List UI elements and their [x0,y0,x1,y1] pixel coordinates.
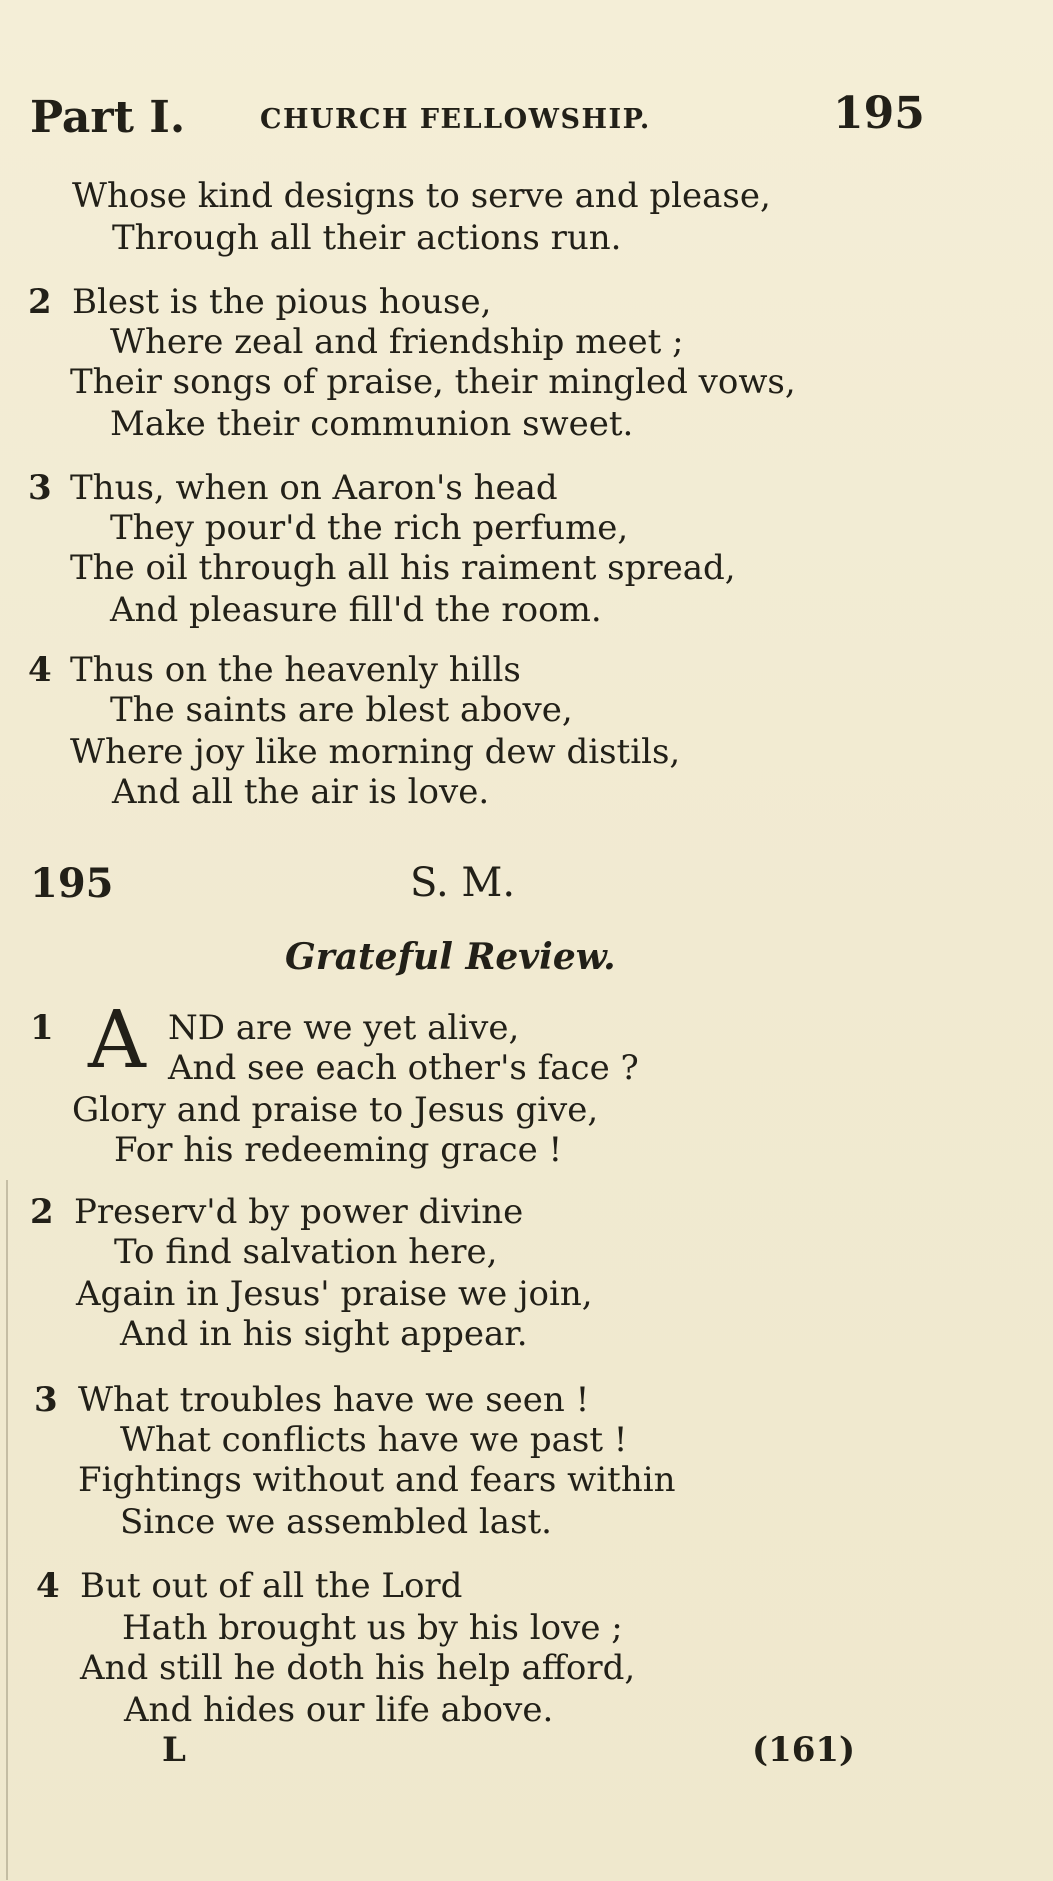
verse-line: Thus on the heavenly hills [70,650,521,690]
verse-line: Thus, when on Aaron's head [70,468,558,508]
verse-line: The oil through all his raiment spread, [70,548,736,588]
verse-line: And still he doth his help afford, [80,1648,636,1688]
verse-line: Since we assembled last. [120,1502,552,1542]
verse-line: And see each other's face ? [168,1048,639,1088]
verse-line: Again in Jesus' praise we join, [76,1274,593,1314]
verse-line: And hides our life above. [124,1690,554,1730]
hymn-meter: S. M. [410,860,516,906]
verse-line: Where joy like morning dew distils, [70,732,681,772]
verse-number: 2 [28,282,52,322]
verse-number: 4 [36,1566,60,1606]
verse-line: Hath brought us by his love ; [122,1608,623,1648]
continuation-line: Through all their actions run. [112,218,622,258]
verse-line: The saints are blest above, [110,690,573,730]
verse-line: What troubles have we seen ! [78,1380,590,1420]
verse-line: And in his sight appear. [120,1314,528,1354]
verse-line: Glory and praise to Jesus give, [72,1090,599,1130]
hymn-number: 195 [30,860,114,907]
verse-line: Blest is the pious house, [72,282,492,322]
verse-line: And pleasure fill'd the room. [110,590,602,630]
verse-line: Their songs of praise, their mingled vows, [70,362,796,402]
page-number: 195 [833,88,925,139]
verse-line: Fightings without and fears within [78,1460,676,1500]
verse-line: Preserv'd by power divine [74,1192,524,1232]
verse-line: ND are we yet alive, [168,1008,520,1048]
verse-number: 3 [28,468,52,508]
running-header-section: CHURCH FELLOWSHIP. [260,104,651,135]
verse-line: To find salvation here, [114,1232,498,1272]
verse-line: Where zeal and friendship meet ; [110,322,684,362]
verse-line: Make their communion sweet. [110,404,634,444]
verse-line: But out of all the Lord [80,1566,463,1606]
verse-number: 3 [34,1380,58,1420]
verse-line: For his redeeming grace ! [114,1130,563,1170]
verse-number: 2 [30,1192,54,1232]
verse-line: They pour'd the rich perfume, [110,508,629,548]
verse-number: 1 [30,1008,54,1048]
verse-line: What conflicts have we past ! [120,1420,628,1460]
folio-number: (161) [752,1730,856,1770]
page-edge-line [6,1180,8,1880]
drop-cap: A [88,993,146,1086]
verse-line: And all the air is love. [112,772,490,812]
continuation-line: Whose kind designs to serve and please, [72,176,771,216]
running-header-part: Part I. [30,92,186,143]
hymn-title: Grateful Review. [285,936,616,978]
signature-mark: L [162,1730,186,1770]
verse-number: 4 [28,650,52,690]
